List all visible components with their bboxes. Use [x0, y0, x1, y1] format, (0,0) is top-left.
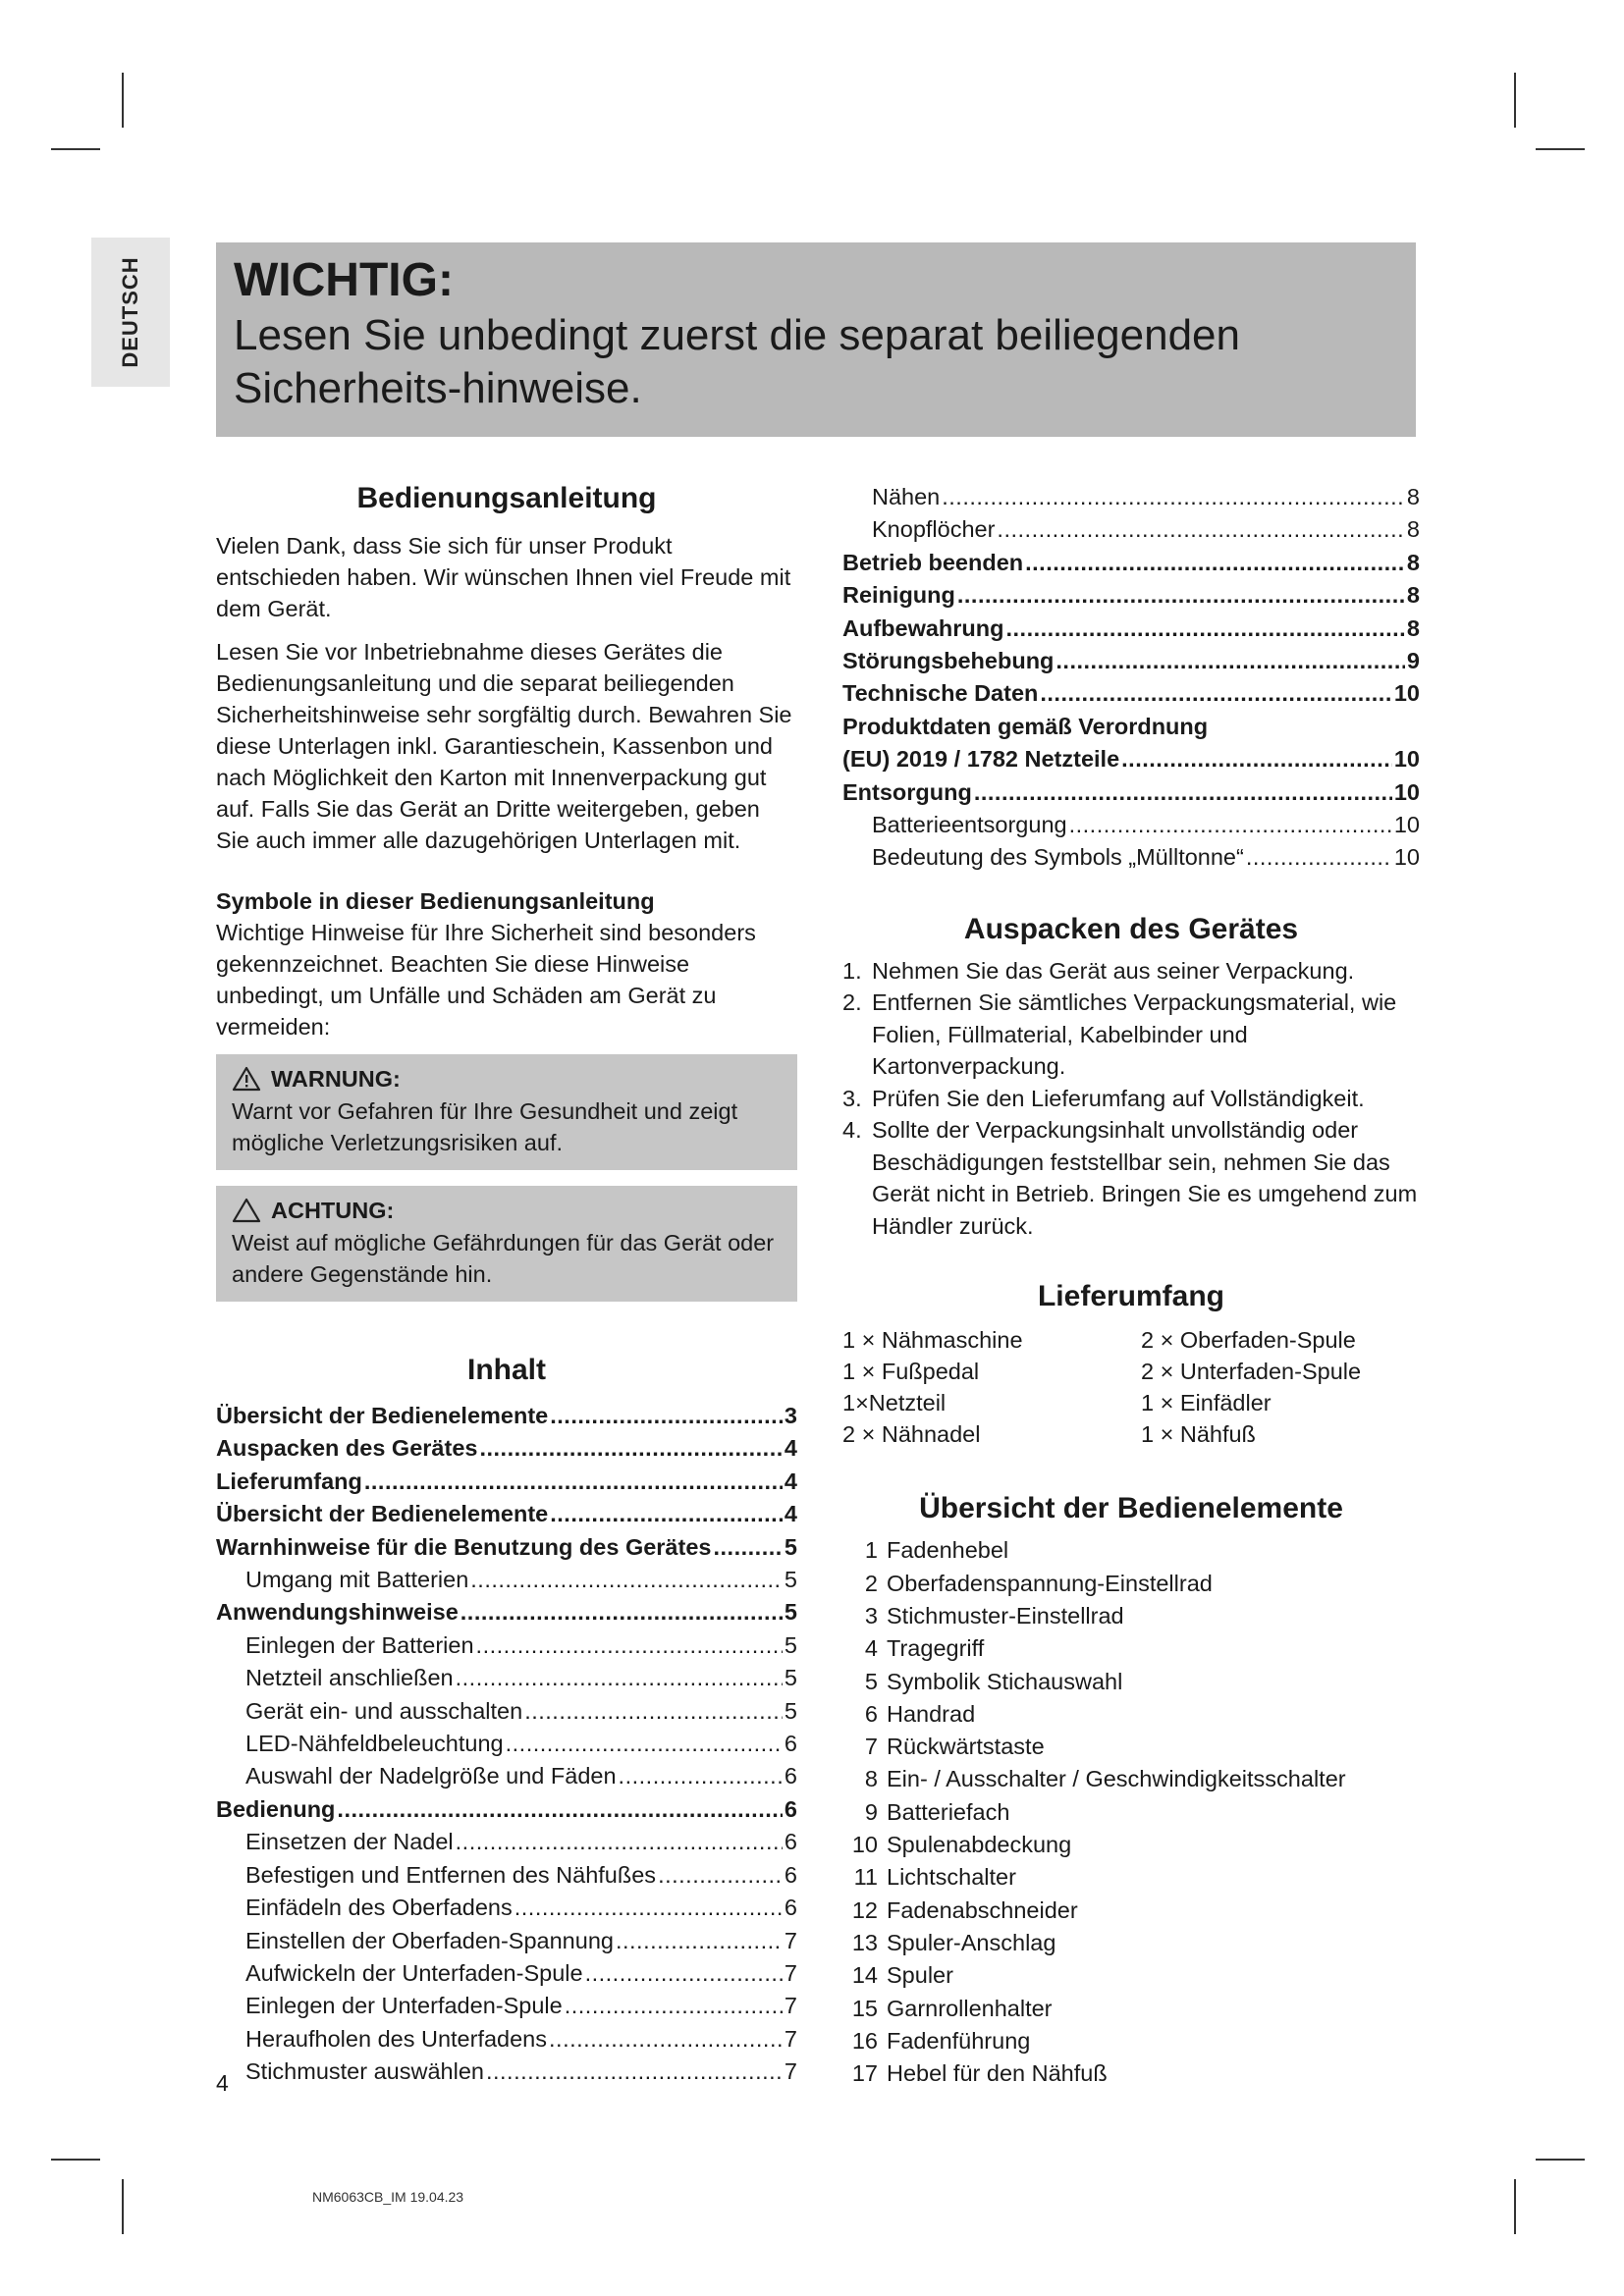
control-number: 10: [851, 1832, 878, 1858]
control-number: 7: [864, 1734, 878, 1760]
control-item: [842, 1731, 1420, 1763]
toc-dot-leader: [550, 1400, 783, 1432]
toc-entry: [216, 1596, 797, 1629]
toc-entry: [842, 776, 1420, 809]
toc-entry-title: Reinigung: [842, 582, 955, 609]
control-label: Fadenabschneider: [887, 1896, 1078, 1923]
symbols-heading: Symbole in dieser Bedienungsanleitung: [216, 888, 655, 914]
toc-entry-title: Störungsbehebung: [842, 648, 1055, 674]
toc-entry-title: Auspacken des Gerätes: [216, 1435, 478, 1462]
crop-mark: [51, 148, 100, 150]
left-column: [216, 479, 797, 2089]
step-number: 3.: [842, 1085, 862, 1111]
toc-dot-leader: [1246, 841, 1392, 874]
unpacking-step: [842, 1114, 1420, 1242]
scope-item: 2 × Oberfaden-Spule: [1141, 1327, 1356, 1354]
toc-entry-title: Bedienung: [216, 1795, 336, 1822]
toc-entry-page: 7: [784, 1993, 797, 2019]
crop-mark: [1536, 148, 1585, 150]
control-label: Lichtschalter: [887, 1864, 1016, 1891]
caution-box: [216, 1186, 797, 1302]
control-label: Garnrollenhalter: [887, 1995, 1053, 2021]
toc-entry-page: 5: [784, 1665, 797, 1691]
toc-dot-leader: [364, 1466, 783, 1498]
control-label: Handrad: [887, 1700, 976, 1727]
control-label: Ein- / Ausschalter / Geschwindigkeitsschalter: [887, 1766, 1346, 1792]
toc-list: [216, 1400, 797, 2089]
toc-dot-leader: [486, 2056, 783, 2088]
toc-dot-leader: [479, 1432, 782, 1465]
toc-entry: [842, 481, 1420, 513]
toc-entry-page: 4: [784, 1468, 797, 1494]
toc-entry-title: Auswahl der Nadelgröße und Fäden: [245, 1763, 617, 1789]
toc-dot-leader: [470, 1564, 783, 1596]
toc-entry-page: 6: [784, 1763, 797, 1789]
caution-title: ACHTUNG:: [271, 1198, 395, 1223]
toc-list-continued: [842, 481, 1420, 875]
unpacking-step: [842, 1083, 1420, 1115]
scope-item: 1 × Nähmaschine: [842, 1327, 1023, 1354]
control-item: [842, 1959, 1420, 1992]
toc-entry-page: 9: [1406, 648, 1420, 674]
toc-dot-leader: [506, 1728, 783, 1760]
toc-entry: [216, 1531, 797, 1564]
toc-dot-leader: [456, 1662, 783, 1694]
control-label: Tragegriff: [887, 1635, 985, 1662]
control-item: [842, 1829, 1420, 1861]
toc-entry-page: 5: [784, 1567, 797, 1593]
toc-entry-page: 10: [1393, 812, 1420, 838]
toc-entry-page: 7: [784, 2058, 797, 2085]
warning-triangle-icon: [232, 1066, 261, 1092]
toc-dot-leader: [524, 1695, 783, 1728]
right-column: [842, 481, 1420, 2090]
toc-entry-title: Aufbewahrung: [842, 614, 1004, 641]
toc-heading: Inhalt: [467, 1354, 546, 1386]
toc-entry-title: Produktdaten gemäß Verordnung: [842, 713, 1209, 739]
scope-item: 1 × Einfädler: [1141, 1390, 1272, 1416]
toc-entry: [216, 1728, 797, 1760]
toc-entry: [216, 2056, 797, 2088]
toc-entry-page: 7: [784, 2025, 797, 2052]
toc-entry: [842, 677, 1420, 710]
toc-entry-page: 10: [1393, 746, 1420, 773]
toc-dot-leader: [550, 1498, 783, 1530]
control-number: 8: [864, 1766, 878, 1792]
control-item: [842, 1632, 1420, 1665]
toc-entry: [216, 1498, 797, 1530]
toc-entry-page: 8: [1406, 582, 1420, 609]
scope-item: 1 × Nähfuß: [1141, 1421, 1256, 1448]
toc-entry: [842, 841, 1420, 874]
toc-entry-title: Einlegen der Unterfaden-Spule: [245, 1993, 563, 2019]
language-tab-label: DEUTSCH: [118, 256, 142, 368]
controls-heading: Übersicht der Bedienelemente: [919, 1492, 1343, 1525]
control-label: Fadenführung: [887, 2027, 1031, 2054]
warning-title: WARNUNG:: [271, 1066, 401, 1092]
caution-triangle-icon: [232, 1198, 261, 1223]
toc-entry-title: Einstellen der Oberfaden-Spannung: [245, 1927, 614, 1953]
toc-entry-title: Einlegen der Batterien: [245, 1631, 474, 1658]
toc-entry-title: Entsorgung: [842, 778, 972, 805]
control-number: 1: [864, 1537, 878, 1564]
toc-entry-page: 7: [784, 1927, 797, 1953]
toc-entry-title: Übersicht der Bedienelemente: [216, 1403, 549, 1428]
toc-entry: [216, 2023, 797, 2056]
toc-entry-title: Technische Daten: [842, 680, 1039, 707]
step-number: 1.: [842, 957, 862, 984]
caution-text: Weist auf mögliche Gefährdungen für das Gerät oder andere Gegenstände hin.: [232, 1230, 775, 1287]
toc-entry-title: Bedeutung des Symbols „Mülltonne“: [872, 844, 1244, 871]
control-number: 11: [853, 1864, 878, 1891]
toc-entry: [216, 1892, 797, 1924]
control-label: Stichmuster-Einstellrad: [887, 1602, 1124, 1629]
toc-entry-title: Umgang mit Batterien: [245, 1567, 469, 1593]
warning-box: [216, 1054, 797, 1170]
toc-entry-title: Aufwickeln der Unterfaden-Spule: [245, 1959, 583, 1986]
intro-heading: Bedienungsanleitung: [356, 482, 657, 514]
control-number: 2: [864, 1570, 878, 1596]
unpacking-heading: Auspacken des Gerätes: [963, 912, 1299, 945]
toc-entry-page: 8: [1406, 516, 1420, 543]
crop-mark: [51, 2159, 100, 2161]
toc-entry: [216, 1400, 797, 1432]
toc-entry-title: Einsetzen der Nadel: [245, 1829, 454, 1855]
banner-title: WICHTIG:: [234, 254, 454, 306]
toc-entry-page: 6: [784, 1895, 797, 1921]
step-text: Prüfen Sie den Lieferumfang auf Vollständigkeit.: [872, 1085, 1365, 1111]
control-item: [842, 2057, 1420, 2090]
crop-mark: [1536, 2159, 1585, 2161]
toc-entry: [216, 1564, 797, 1596]
toc-dot-leader: [619, 1760, 783, 1792]
intro-paragraph-2: Lesen Sie vor Inbetriebnahme dieses Gerätes die Bedienungsanleitung und die separat beiliegenden Sicherheitshinweise sehr sorgfältig durch. Bewahren Sie diese Unterlagen inkl. Garantieschein, Kassenbon und nach Möglichkeit den Karton mit Innenverpackung gut auf. Falls Sie das Gerät an Dritte weitergeben, geben Sie auch immer alle dazugehörigen Unterlagen mit.: [216, 639, 792, 853]
toc-dot-leader: [1040, 677, 1391, 710]
toc-entry: [842, 579, 1420, 612]
control-number: 12: [851, 1896, 878, 1923]
control-label: Hebel für den Nähfuß: [887, 2060, 1108, 2087]
toc-entry-page: 5: [784, 1599, 797, 1626]
toc-dot-leader: [1121, 743, 1392, 775]
toc-entry-title: Batterieentsorgung: [872, 812, 1067, 838]
toc-entry-title: Warnhinweise für die Benutzung des Gerätes: [216, 1533, 712, 1560]
toc-entry: [216, 1760, 797, 1792]
control-item: [842, 1600, 1420, 1632]
control-label: Spuler: [887, 1962, 953, 1989]
control-number: 15: [851, 1995, 878, 2021]
control-number: 5: [864, 1668, 878, 1694]
control-label: Oberfadenspannung-Einstellrad: [887, 1570, 1213, 1596]
toc-dot-leader: [585, 1957, 783, 1990]
toc-dot-leader: [1025, 547, 1405, 579]
toc-entry-title: Übersicht der Bedienelemente: [216, 1501, 549, 1527]
unpacking-steps: [842, 955, 1420, 1243]
toc-entry: [216, 1859, 797, 1892]
toc-entry-page: 5: [784, 1631, 797, 1658]
control-number: 14: [851, 1962, 878, 1989]
toc-entry-page: 10: [1393, 844, 1420, 871]
scope-item: 1 × Fußpedal: [842, 1359, 980, 1385]
intro-paragraph-1: Vielen Dank, dass Sie sich für unser Produkt entschieden haben. Wir wünschen Ihnen viel Freude mit dem Gerät.: [216, 533, 791, 621]
control-item: [842, 1993, 1420, 2025]
toc-entry-title: (EU) 2019 / 1782 Netzteile: [842, 746, 1120, 773]
controls-list: [842, 1534, 1420, 2090]
toc-dot-leader: [337, 1793, 783, 1826]
toc-entry: [842, 547, 1420, 579]
toc-entry-page: 8: [1406, 549, 1420, 575]
symbols-text: Wichtige Hinweise für Ihre Sicherheit sind besonders gekennzeichnet. Beachten Sie diese Hinweise unbedingt, um Unfälle und Schäden am Gerät zu vermeiden:: [216, 920, 756, 1040]
toc-entry: [216, 1925, 797, 1957]
toc-entry: [216, 1957, 797, 1990]
toc-entry-page: 10: [1393, 680, 1420, 707]
unpacking-step: [842, 955, 1420, 988]
banner-text: Lesen Sie unbedingt zuerst die separat beiliegenden Sicherheits-hinweise.: [234, 311, 1240, 412]
crop-mark: [1514, 2179, 1516, 2234]
toc-entry-title: Anwendungshinweise: [216, 1599, 459, 1626]
toc-dot-leader: [957, 579, 1405, 612]
toc-dot-leader: [1006, 613, 1405, 645]
toc-entry-page: 6: [784, 1861, 797, 1888]
language-tab: [91, 238, 170, 387]
crop-mark: [1514, 73, 1516, 128]
toc-entry-title: Heraufholen des Unterfadens: [245, 2025, 548, 2052]
toc-entry-title: Nähen: [872, 484, 941, 509]
toc-entry: [842, 809, 1420, 841]
toc-entry-page: 6: [784, 1731, 797, 1757]
toc-entry: [216, 1695, 797, 1728]
toc-entry: [216, 1629, 797, 1662]
toc-entry: [216, 1990, 797, 2022]
control-item: [842, 1534, 1420, 1567]
footer-code: NM6063CB_IM 19.04.23: [312, 2189, 464, 2205]
unpacking-step: [842, 987, 1420, 1083]
control-number: 13: [851, 1929, 878, 1955]
toc-dot-leader: [456, 1826, 783, 1858]
control-item: [842, 1698, 1420, 1731]
control-item: [842, 1927, 1420, 1959]
toc-entry-title: Knopflöcher: [872, 516, 996, 543]
toc-entry-page: 5: [784, 1697, 797, 1724]
toc-entry-page: 6: [784, 1795, 797, 1822]
toc-entry-page: 6: [784, 1829, 797, 1855]
toc-dot-leader: [565, 1990, 783, 2022]
step-text: Sollte der Verpackungsinhalt unvollständig oder Beschädigungen feststellbar sein, nehmen Sie das Gerät nicht in Betrieb. Bringen Sie es umgehend zum Händler zurück.: [872, 1117, 1418, 1239]
scope-item: 2 × Nähnadel: [842, 1421, 981, 1448]
caution-title-row: [232, 1194, 782, 1227]
toc-entry-page: 8: [1406, 484, 1420, 509]
toc-entry: [842, 613, 1420, 645]
toc-dot-leader: [514, 1892, 783, 1924]
control-item: [842, 1666, 1420, 1698]
toc-entry: [842, 711, 1420, 743]
warning-text: Warnt vor Gefahren für Ihre Gesundheit und zeigt mögliche Verletzungsrisiken auf.: [232, 1098, 738, 1155]
toc-dot-leader: [974, 776, 1392, 809]
control-label: Spulenabdeckung: [887, 1832, 1072, 1858]
toc-dot-leader: [616, 1925, 783, 1957]
toc-entry-page: 3: [784, 1403, 797, 1428]
toc-entry-title: Stichmuster auswählen: [245, 2058, 484, 2085]
toc-dot-leader: [713, 1531, 782, 1564]
control-item: [842, 1796, 1420, 1829]
control-number: 9: [864, 1798, 878, 1825]
toc-entry-page: 7: [784, 1959, 797, 1986]
toc-entry-title: Netzteil anschließen: [245, 1665, 454, 1691]
toc-dot-leader: [1056, 645, 1405, 677]
control-label: Rückwärtstaste: [887, 1734, 1045, 1760]
toc-entry: [842, 645, 1420, 677]
toc-entry-page: 5: [784, 1533, 797, 1560]
control-label: Symbolik Stichauswahl: [887, 1668, 1123, 1694]
control-label: Fadenhebel: [887, 1537, 1009, 1564]
control-item: [842, 1763, 1420, 1795]
control-item: [842, 1895, 1420, 1927]
crop-mark: [122, 73, 124, 128]
toc-entry-title: Befestigen und Entfernen des Nähfußes: [245, 1861, 657, 1888]
control-item: [842, 1861, 1420, 1894]
toc-dot-leader: [460, 1596, 783, 1629]
toc-entry-page: 8: [1406, 614, 1420, 641]
toc-entry-title: Gerät ein- und ausschalten: [245, 1697, 523, 1724]
control-number: 16: [851, 2027, 878, 2054]
toc-entry: [216, 1432, 797, 1465]
toc-dot-leader: [549, 2023, 783, 2056]
toc-entry: [216, 1662, 797, 1694]
scope-item: 2 × Unterfaden-Spule: [1141, 1359, 1362, 1385]
control-number: 4: [864, 1635, 878, 1662]
step-text: Entfernen Sie sämtliches Verpackungsmaterial, wie Folien, Füllmaterial, Kabelbinder und Kartonverpackung.: [872, 989, 1397, 1080]
toc-entry-page: 4: [784, 1435, 797, 1462]
crop-mark: [122, 2179, 124, 2234]
toc-dot-leader: [658, 1859, 783, 1892]
toc-entry: [216, 1466, 797, 1498]
toc-entry-title: LED-Nähfeldbeleuchtung: [245, 1731, 504, 1757]
toc-entry: [216, 1793, 797, 1826]
toc-entry: [842, 743, 1420, 775]
step-number: 4.: [842, 1117, 862, 1144]
scope-heading: Lieferumfang: [1037, 1280, 1225, 1313]
toc-dot-leader: [1069, 809, 1392, 841]
toc-entry-page: 10: [1393, 778, 1420, 805]
scope-grid: [842, 1324, 1420, 1450]
scope-item: 1×Netzteil: [842, 1390, 947, 1416]
control-label: Spuler-Anschlag: [887, 1929, 1056, 1955]
step-number: 2.: [842, 989, 862, 1016]
control-number: 17: [851, 2060, 878, 2087]
toc-dot-leader: [997, 513, 1405, 546]
toc-entry-page: 4: [784, 1501, 797, 1527]
control-item: [842, 2025, 1420, 2057]
control-item: [842, 1568, 1420, 1600]
toc-entry: [216, 1826, 797, 1858]
toc-dot-leader: [942, 481, 1405, 513]
control-number: 3: [864, 1602, 878, 1629]
toc-dot-leader: [476, 1629, 783, 1662]
control-number: 6: [864, 1700, 878, 1727]
warning-title-row: [232, 1062, 782, 1095]
important-banner: [216, 242, 1416, 437]
control-label: Batteriefach: [887, 1798, 1010, 1825]
toc-entry-title: Betrieb beenden: [842, 549, 1024, 575]
page-number: 4: [216, 2070, 229, 2096]
toc-entry-title: Einfädeln des Oberfadens: [245, 1895, 513, 1921]
step-text: Nehmen Sie das Gerät aus seiner Verpackung.: [872, 957, 1355, 984]
toc-entry-title: Lieferumfang: [216, 1468, 362, 1494]
toc-entry: [842, 513, 1420, 546]
